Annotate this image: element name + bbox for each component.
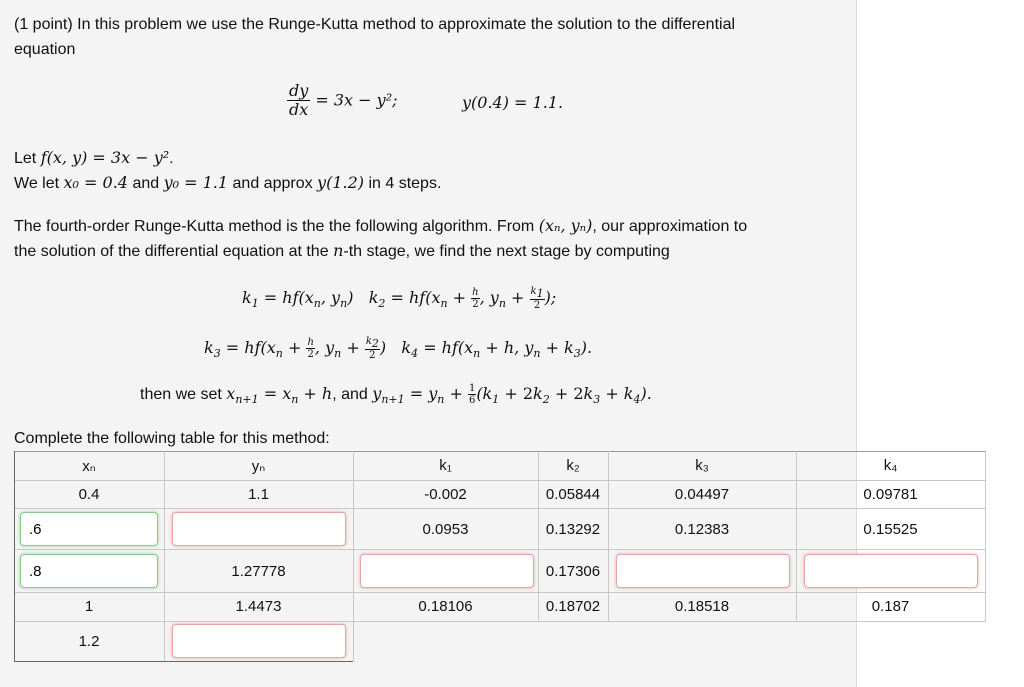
problem-intro-cont: equation	[14, 41, 76, 58]
let-label: Let	[14, 150, 37, 167]
y0-expr: y₀ = 1.1	[163, 173, 229, 192]
steps-label: in 4 steps.	[368, 175, 442, 192]
rk-text-1: The fourth-order Runge-Kutta method is the the following algorithm. From	[14, 218, 535, 235]
row4-k1: 0.18106	[418, 598, 473, 615]
header-k3: k₃	[695, 457, 709, 474]
and-label-2: , and	[332, 386, 368, 403]
row5-x: 1.2	[78, 633, 100, 650]
row4-x: 1	[84, 598, 94, 615]
rk-text-1b: , our approximation to	[592, 218, 748, 235]
rk-description-line2	[14, 241, 670, 262]
row3-k2: 0.17306	[545, 563, 601, 580]
row1-k3: 0.04497	[674, 486, 730, 503]
problem-intro: (1 point) In this problem we use the Runge-Kutta method to approximate the solution to the differential	[14, 16, 736, 33]
then-label: then we set	[140, 386, 222, 403]
approx-label: and approx	[232, 175, 313, 192]
k3-k4-formula: $k_3 = hf(x_n$ + $\frac{h}{2}$ , $y_n$ + $\frac{k_2}{2}$ ) $k_4 = hf(x_n + h$, $y_n + k_3$).	[204, 336, 593, 361]
row5-y-input[interactable]	[172, 624, 346, 658]
update-formula: then we set $x_{n+1} = x_n + h$, and $y_{n+1} = y_n$ + $\frac{1}{6}$ $(k_1 + 2k_2 + 2k_3 + k_4)$.	[140, 383, 652, 407]
approx-expr: y(1.2)	[317, 173, 365, 192]
row3-y: 1.27778	[231, 563, 286, 580]
rk-text-2a: the solution of the differential equation at the	[14, 243, 329, 260]
row2-x-input[interactable]	[20, 512, 158, 546]
x0-expr: x₀ = 0.4	[63, 173, 128, 192]
row2-k1: 0.0953	[422, 521, 469, 538]
row1-x: 0.4	[78, 486, 100, 503]
and-label: and	[132, 175, 160, 192]
rk-text-2b: -th stage, we find the next stage by computing	[343, 243, 670, 260]
row3-k1-input[interactable]	[360, 554, 534, 588]
header-xn: xₙ	[82, 458, 96, 475]
header-k1: k₁	[439, 457, 452, 474]
row3-k4-input[interactable]	[804, 554, 978, 588]
row3-k3-input[interactable]	[616, 554, 790, 588]
row2-k4: 0.15525	[863, 521, 918, 538]
we-let-label: We let	[14, 175, 60, 192]
rk-n: n	[333, 241, 344, 260]
rk-pair: (xₙ, yₙ)	[538, 216, 593, 235]
row2-y-input[interactable]	[172, 512, 346, 546]
row3-x-input[interactable]	[20, 554, 158, 588]
table-instructions: Complete the following table for this method:	[14, 430, 330, 447]
row4-k4: 0.187	[871, 598, 910, 615]
row1-k2: 0.05844	[545, 486, 601, 503]
header-k4: k₄	[883, 457, 898, 474]
row4-k3: 0.18518	[674, 598, 730, 615]
row4-y: 1.4473	[235, 598, 282, 615]
row4-k2: 0.18702	[545, 598, 601, 615]
dydx-fraction: $\frac{dy}{dx}$	[289, 81, 309, 119]
header-k2: k₂	[566, 457, 580, 474]
row1-k1: -0.002	[424, 486, 467, 503]
ode-rhs: = 3x − y²;	[315, 90, 398, 110]
header-yn: yₙ	[251, 458, 266, 475]
initial-values-line	[14, 173, 441, 194]
f-definition: f(x, y) = 3x − y²	[40, 148, 170, 167]
row1-k4: 0.09781	[863, 486, 918, 503]
row1-y: 1.1	[248, 486, 269, 503]
let-f-line: Let f(x, y) = 3x − y².	[14, 148, 174, 167]
rk-description-line1	[14, 216, 747, 237]
row2-k2: 0.13292	[545, 521, 601, 538]
ode-initial-condition: y(0.4) = 1.1.	[462, 93, 564, 112]
ode-display	[287, 82, 398, 119]
row2-k3: 0.12383	[674, 521, 730, 538]
k1-k2-formula: $k_1 = hf(x_n$, $y_n$) $k_2 = hf(x_n$ + $\frac{h}{2}$ , $y_n$ + $\frac{k_1}{2}$ );	[242, 286, 557, 311]
